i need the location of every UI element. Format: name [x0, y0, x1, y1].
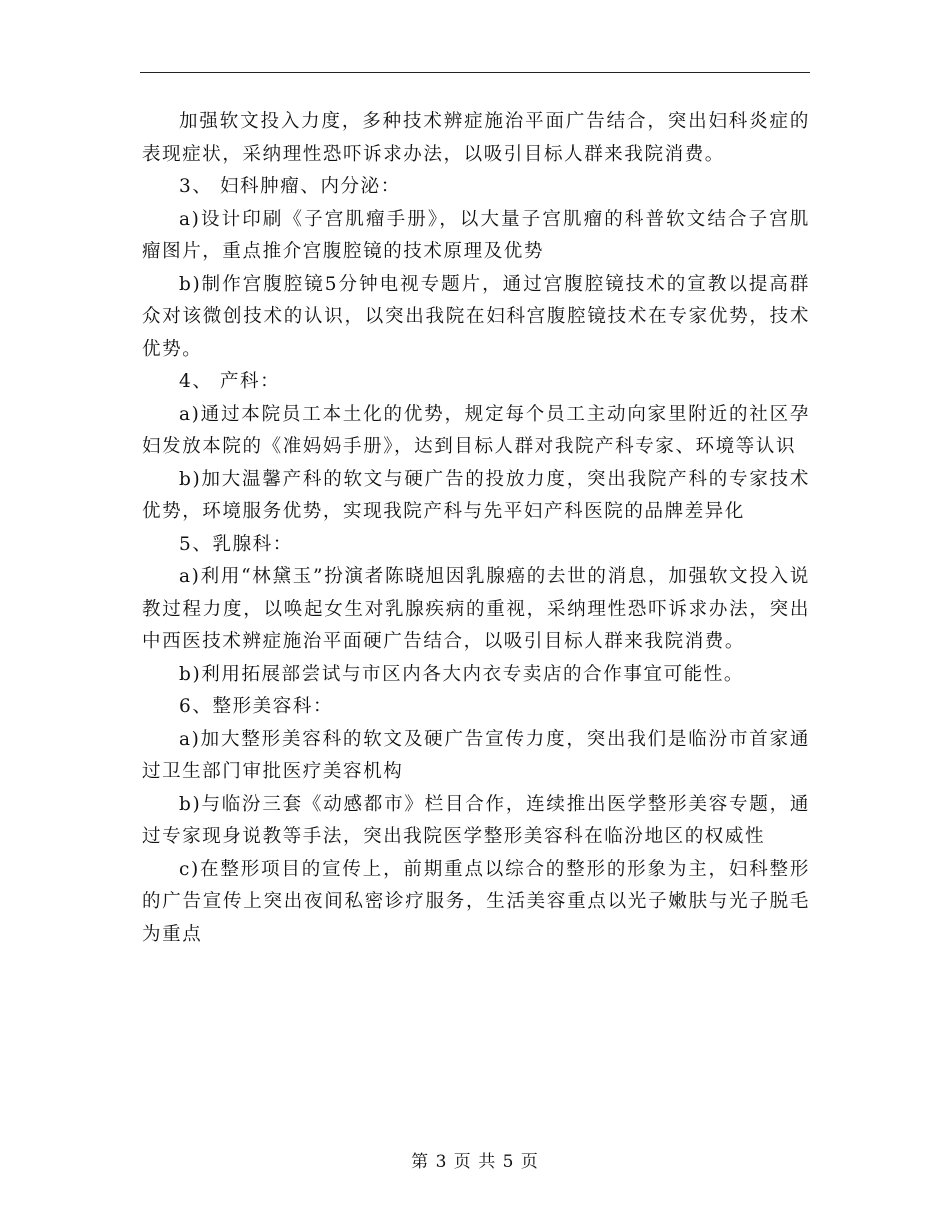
section-heading-5: 5、乳腺科：: [179, 533, 293, 555]
section-heading-3: 3、 妇科肿瘤、内分泌：: [179, 176, 401, 197]
section-heading-6: 6、整形美容科：: [179, 696, 334, 717]
page-number: 第 3 页 共 5 页: [411, 1152, 539, 1172]
paragraph-4a: a)通过本院员工本土化的优势，规定每个员工主动向家里附近的社区孕妇发放本院的《准妈妈手册》，达到目标人群对我院产科专家、环境等认识: [142, 403, 810, 457]
paragraph-4b: b)加大温馨产科的软文与硬广告的投放力度，突出我院产科的专家技术优势，环境服务优势，实现我院产科与先平妇产科医院的品牌差异化: [142, 468, 810, 522]
section-heading-4: 4、 产科：: [179, 371, 281, 392]
paragraph-6a: a)加大整形美容科的软文及硬广告宣传力度，突出我们是临汾市首家通过卫生部门审批医疗美容机构: [142, 728, 810, 782]
paragraph-5b: b)利用拓展部尝试与市区内各大内衣专卖店的合作事宜可能性。: [179, 663, 744, 685]
paragraph-6c: c)在整形项目的宣传上，前期重点以综合的整形的形象为主，妇科整形的广告宣传上突出夜间私密诊疗服务，生活美容重点以光子嫩肤与光子脱毛为重点: [142, 858, 810, 945]
paragraph-3b: b)制作宫腹腔镜5分钟电视专题片，通过宫腹腔镜技术的宣教以提高群众对该微创技术的认识，以突出我院在妇科宫腹腔镜技术在专家优势，技术优势。: [142, 273, 810, 360]
paragraph-1: 加强软文投入力度，多种技术辨症施治平面广告结合，突出妇科炎症的表现症状，采纳理性恐吓诉求办法，以吸引目标人群来我院消费。: [142, 111, 810, 165]
paragraph-6b: b)与临汾三套《动感都市》栏目合作，连续推出医学整形美容专题，通过专家现身说教等手法，突出我院医学整形美容科在临汾地区的权威性: [142, 793, 810, 847]
paragraph-5a: a)利用“林黛玉”扮演者陈晓旭因乳腺癌的去世的消息，加强软文投入说教过程力度，以唤起女生对乳腺疾病的重视，采纳理性恐吓诉求办法，突出中西医技术辨症施治平面硬广告结合，以吸引目标人群来我院消费。: [142, 566, 810, 652]
paragraph-3a: a)设计印刷《子宫肌瘤手册》，以大量子宫肌瘤的科普软文结合子宫肌瘤图片，重点推介宫腹腔镜的技术原理及优势: [142, 208, 810, 262]
document-body: [142, 106, 810, 951]
header-rule: [140, 72, 810, 73]
